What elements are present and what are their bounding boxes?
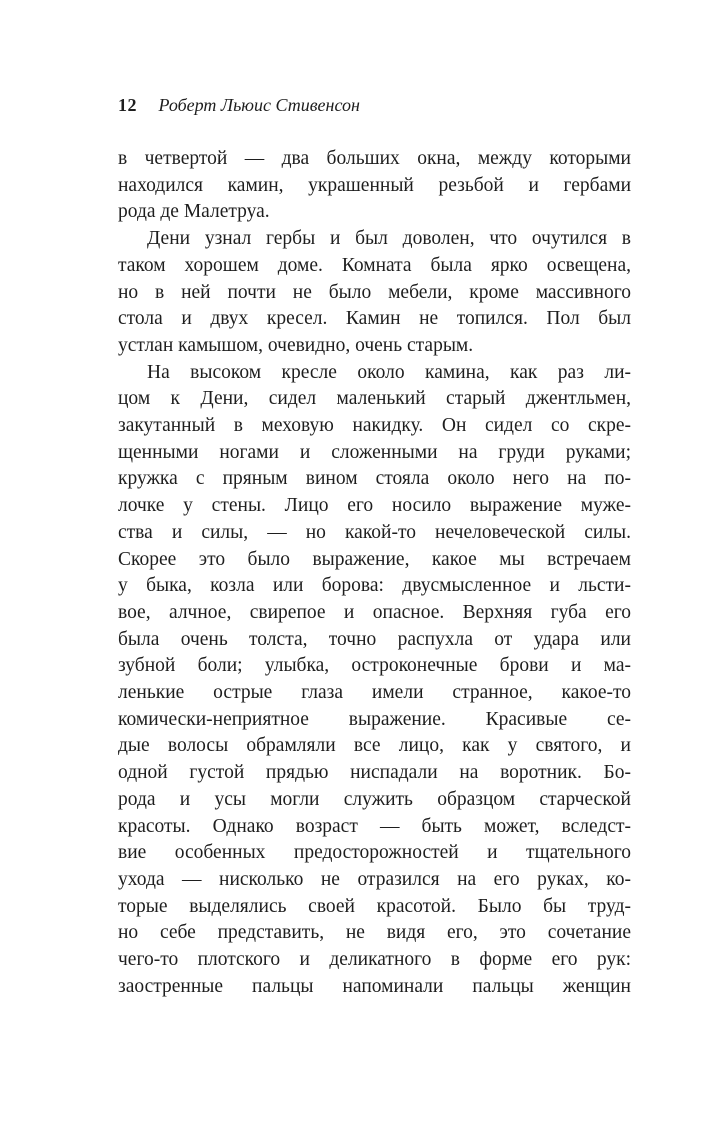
text-line: но в ней почти не было мебели, кроме массивного	[118, 281, 631, 303]
text-line: Дени узнал гербы и был доволен, что очутился в	[147, 228, 631, 250]
text-line: торые выделялись своей красотой. Было бы труд-	[118, 895, 631, 917]
text-line: устлан камышом, очевидно, очень старым.	[118, 334, 474, 356]
body-text	[118, 146, 631, 1001]
text-line: одной густой прядью ниспадали на воротник. Бо-	[118, 762, 631, 784]
text-line: в четвертой — два больших окна, между которыми	[118, 148, 631, 169]
text-line: находился камин, украшенный резьбой и гербами	[118, 174, 631, 196]
page-header	[118, 94, 631, 116]
text-line: ства и силы, — но какой-то нечеловеческой силы.	[118, 521, 631, 543]
paragraph	[118, 146, 631, 226]
text-line: рода де Малетруа.	[118, 201, 270, 223]
text-line: зубной боли; улыбка, остроконечные брови и ма-	[118, 655, 631, 677]
text-line: цом к Дени, сидел маленький старый джентльмен,	[118, 388, 631, 410]
text-line: кружка с пряным вином стояла около него на по-	[118, 468, 631, 490]
text-line: лочке у стены. Лицо его носило выражение муже-	[118, 495, 631, 517]
text-line: ленькие острые глаза имели странное, какое-то	[118, 682, 631, 704]
text-line: таком хорошем доме. Комната была ярко освещена,	[118, 254, 631, 276]
text-line: у быка, козла или борова: двусмысленное и льсти-	[118, 575, 631, 597]
text-line: На высоком кресле около камина, как раз ли-	[147, 361, 631, 383]
text-line: рода и усы могли служить образцом старческой	[118, 788, 631, 810]
running-title: Роберт Льюис Стивенсон	[158, 95, 360, 115]
text-line: заостренные пальцы напоминали пальцы женщин	[118, 975, 631, 997]
text-line: щенными ногами и сложенными на груди руками;	[118, 441, 631, 463]
text-line: ухода — нисколько не отразился на его руках, ко-	[118, 868, 631, 890]
text-line: вие особенных предосторожностей и тщательного	[118, 842, 631, 864]
text-line: комически-неприятное выражение. Красивые се-	[118, 708, 631, 730]
text-line: красоты. Однако возраст — быть может, вследст-	[118, 815, 631, 837]
text-line: была очень толста, точно распухла от удара или	[118, 628, 631, 650]
text-line: дые волосы обрамляли все лицо, как у святого, и	[118, 735, 631, 757]
page-number: 12	[118, 95, 137, 115]
paragraph	[118, 226, 631, 360]
text-line: чего-то плотского и деликатного в форме его рук:	[118, 949, 631, 971]
text-line: вое, алчное, свирепое и опасное. Верхняя губа его	[118, 601, 631, 623]
text-line: закутанный в меховую накидку. Он сидел со скре-	[118, 415, 631, 437]
paragraph	[118, 360, 631, 1001]
text-line: стола и двух кресел. Камин не топился. Пол был	[118, 308, 631, 330]
text-line: Скорее это было выражение, какое мы встречаем	[118, 548, 631, 570]
text-line: но себе представить, не видя его, это сочетание	[118, 922, 631, 944]
